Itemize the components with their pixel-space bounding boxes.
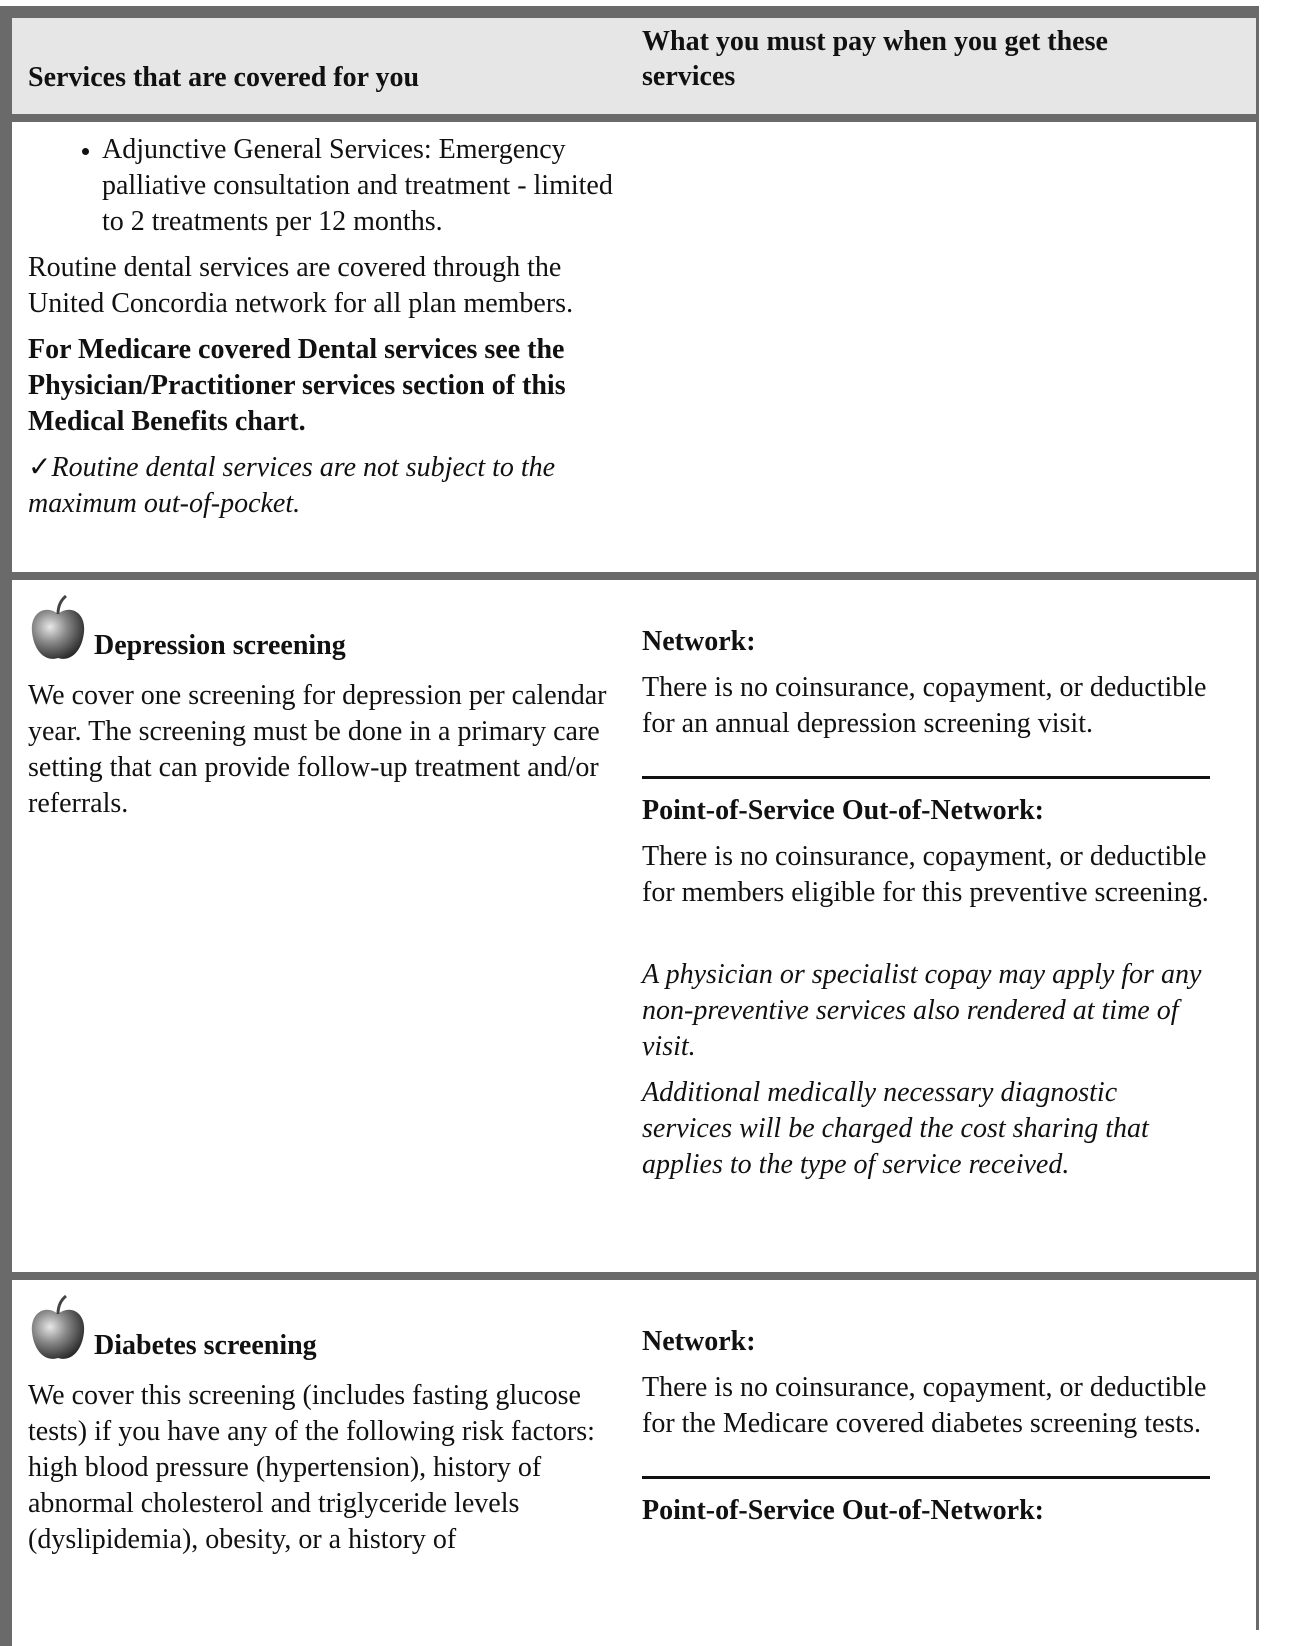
row-divider — [12, 1272, 1258, 1280]
depression-cost-cell — [642, 624, 1210, 1193]
list-item: • Adjunctive General Services: Emergency palliative consultation and treatment - limited to 2 treatments per 12 months. — [102, 132, 624, 240]
diabetes-screening-title: Diabetes screening — [94, 1330, 317, 1361]
row-divider — [12, 572, 1258, 580]
network-label: Network: — [642, 1326, 756, 1357]
diagnostic-services-note: Additional medically necessary diagnostic services will be charged the cost sharing that applies to the type of service received. — [642, 1077, 1149, 1180]
out-of-network-label: Point-of-Service Out-of-Network: — [642, 1495, 1044, 1526]
network-cost-text: There is no coinsurance, copayment, or deductible for the Medicare covered diabetes screening tests. — [642, 1372, 1207, 1439]
dental-oop-note-text: Routine dental services are not subject to the maximum out-of-pocket. — [28, 452, 556, 519]
header-what-you-pay: What you must pay when you get these services — [642, 26, 1108, 92]
depression-screening-cell — [28, 594, 624, 832]
dental-services-cell — [28, 132, 624, 532]
dental-medicare-note: For Medicare covered Dental services see the Physician/Practitioner services section of this Medical Benefits chart. — [28, 334, 566, 437]
depression-screening-body: We cover one screening for depression per calendar year. The screening must be done in a primary care setting that can provide follow-up treatment and/or referrals. — [28, 680, 607, 819]
out-of-network-label: Point-of-Service Out-of-Network: — [642, 795, 1044, 826]
depression-screening-title-row — [28, 594, 624, 664]
diabetes-screening-cell — [28, 1294, 624, 1568]
physician-copay-note: A physician or specialist copay may apply for any non-preventive services also rendered at time of visit. — [642, 959, 1202, 1062]
dental-network-text: Routine dental services are covered through the United Concordia network for all plan members. — [28, 252, 574, 319]
diabetes-cost-cell — [642, 1324, 1210, 1539]
network-label: Network: — [642, 626, 756, 657]
cost-separator — [642, 776, 1210, 779]
cost-separator — [642, 1476, 1210, 1479]
apple-icon — [28, 1294, 88, 1364]
checkmark-icon: ✓ — [28, 452, 52, 483]
header-services-covered: Services that are covered for you — [28, 62, 420, 93]
dental-bullet-list — [28, 132, 624, 240]
benefits-table — [0, 6, 1258, 1646]
table-header — [12, 18, 1258, 122]
diabetes-screening-body: We cover this screening (includes fasting glucose tests) if you have any of the following risk factors: high blood pressure (hypertension), history of abnormal cholesterol and triglyceride levels (dyslipidemia), obesity, or a history of — [28, 1380, 595, 1555]
apple-icon — [28, 594, 88, 664]
out-of-network-cost-text: There is no coinsurance, copayment, or deductible for members eligible for this preventive screening. — [642, 841, 1209, 908]
table-right-border — [1256, 6, 1259, 1630]
depression-screening-title: Depression screening — [94, 630, 346, 661]
dental-oop-note — [28, 450, 624, 522]
network-cost-text: There is no coinsurance, copayment, or deductible for an annual depression screening visit. — [642, 672, 1207, 739]
diabetes-screening-title-row — [28, 1294, 624, 1364]
